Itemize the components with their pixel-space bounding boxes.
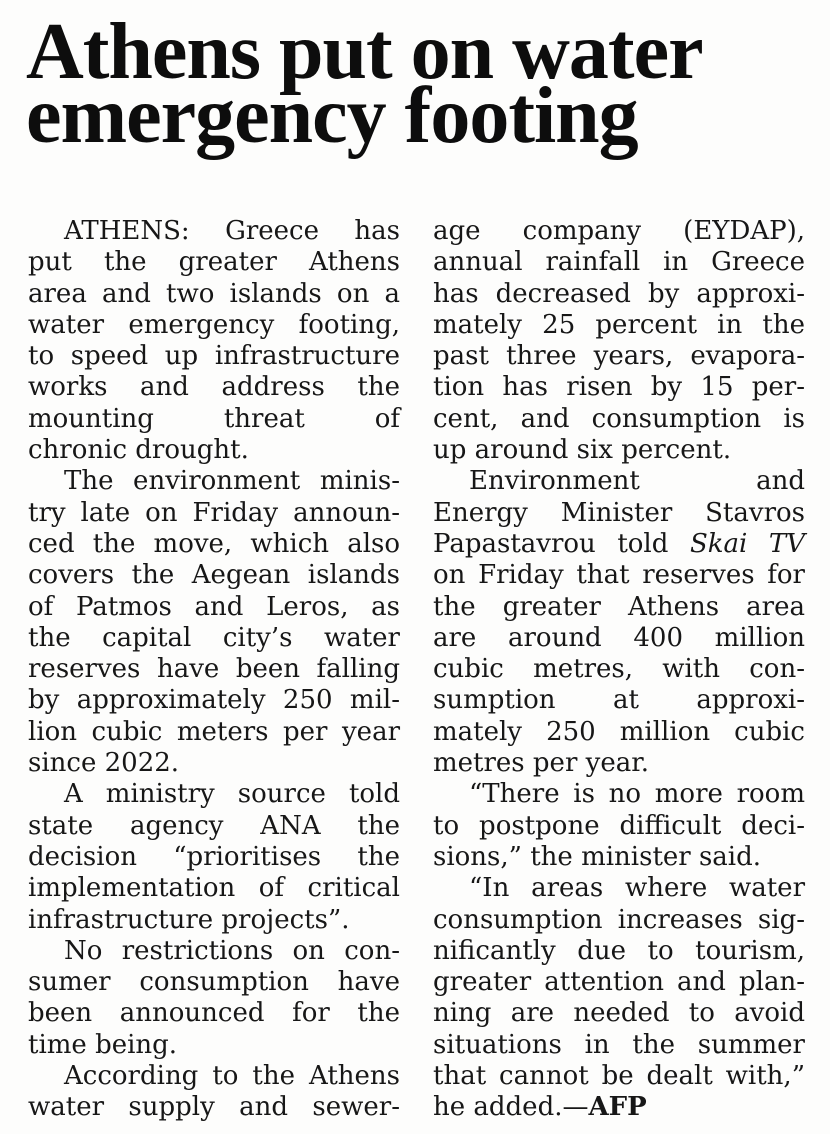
text-segment: mately 250 million cubic — [433, 716, 805, 747]
text-segment: Environment and — [469, 466, 805, 497]
text-line — [28, 404, 400, 435]
text-line — [433, 529, 805, 560]
text-segment: A ministry source told — [64, 779, 400, 810]
text-segment: No restrictions on con- — [64, 935, 400, 966]
text-segment: tion has risen by 15 per- — [433, 372, 805, 403]
text-segment: on Friday that reserves for — [433, 560, 805, 591]
text-line — [28, 247, 400, 278]
text-segment: ATHENS: Greece has — [64, 216, 400, 246]
text-line — [433, 998, 805, 1029]
text-line — [433, 685, 805, 716]
text-segment: past three years, evapora- — [433, 341, 805, 372]
text-line — [28, 216, 400, 247]
text-segment: mately 25 percent in the — [433, 309, 805, 340]
text-segment: are around 400 million — [433, 622, 805, 653]
text-line — [433, 905, 805, 936]
text-segment: lion cubic meters per year — [28, 716, 400, 747]
text-line — [28, 341, 400, 372]
text-line — [28, 529, 400, 560]
agency-credit: AFP — [588, 1092, 647, 1123]
headline-line-2: emergency footing — [26, 72, 638, 160]
text-segment: ning are needed to avoid — [433, 998, 805, 1029]
text-line — [28, 372, 400, 403]
article-column-left — [28, 216, 400, 1124]
text-line — [28, 592, 400, 623]
text-segment: Papastavrou told — [433, 528, 690, 559]
text-line — [433, 623, 805, 654]
text-line — [433, 811, 805, 842]
text-segment: The environment minis- — [64, 466, 400, 497]
text-line — [433, 310, 805, 341]
text-line — [433, 279, 805, 310]
text-line — [433, 216, 805, 247]
text-segment: reserves have been falling — [28, 654, 400, 685]
text-segment: since 2022. — [28, 748, 180, 779]
text-segment: area and two islands on a — [28, 278, 400, 309]
text-segment: time being. — [28, 1029, 178, 1060]
text-segment: the capital city’s water — [28, 622, 400, 653]
text-line — [433, 1061, 805, 1092]
text-segment: age company (EYDAP), — [433, 216, 805, 246]
text-line — [28, 873, 400, 904]
text-line — [28, 560, 400, 591]
text-line — [28, 936, 400, 967]
text-line — [28, 717, 400, 748]
text-segment: mounting threat of — [28, 403, 400, 434]
text-line — [28, 748, 400, 779]
headline-line-1: Athens put on water — [26, 8, 703, 96]
text-line — [433, 498, 805, 529]
text-line — [28, 1061, 400, 1092]
text-segment: sions,” the minister said. — [433, 841, 762, 872]
text-line — [28, 654, 400, 685]
text-segment: implementation of critical — [28, 873, 400, 904]
text-line — [433, 717, 805, 748]
text-segment: “In areas where water — [469, 873, 805, 904]
text-segment: greater attention and plan- — [433, 967, 805, 998]
text-line — [28, 279, 400, 310]
text-line — [433, 842, 805, 873]
text-line — [433, 466, 805, 497]
text-segment: to speed up infrastructure — [28, 341, 400, 372]
text-line — [28, 1092, 400, 1123]
text-segment: annual rainfall in Greece — [433, 247, 805, 278]
text-segment: has decreased by approxi- — [433, 278, 805, 309]
article-headline — [26, 8, 703, 160]
text-segment: water emergency footing, — [28, 309, 400, 340]
text-line — [433, 1092, 805, 1123]
text-line — [28, 1030, 400, 1061]
text-segment: nificantly due to tourism, — [433, 935, 805, 966]
text-line — [28, 623, 400, 654]
text-segment: put the greater Athens — [28, 247, 400, 278]
text-line — [433, 404, 805, 435]
text-line — [433, 592, 805, 623]
text-line — [433, 779, 805, 810]
text-line — [28, 310, 400, 341]
text-line — [433, 560, 805, 591]
text-segment: Energy Minister Stavros — [433, 497, 805, 528]
text-segment: sumption at approxi- — [433, 685, 805, 716]
italic-text: Skai TV — [689, 528, 806, 559]
text-segment: “There is no more room — [469, 779, 805, 810]
text-segment: consumption increases sig- — [433, 904, 805, 935]
text-line — [28, 842, 400, 873]
text-segment: cubic metres, with con- — [433, 654, 805, 685]
text-line — [433, 967, 805, 998]
text-segment: to postpone difficult deci- — [433, 810, 805, 841]
text-segment: sumer consumption have — [28, 967, 400, 998]
text-line — [28, 779, 400, 810]
text-line — [433, 748, 805, 779]
text-segment: infrastructure projects”. — [28, 904, 350, 935]
text-segment: state agency ANA the — [28, 810, 400, 841]
text-segment: situations in the summer — [433, 1029, 805, 1060]
text-line — [28, 967, 400, 998]
text-segment: metres per year. — [433, 748, 650, 779]
text-segment: According to the Athens — [64, 1061, 400, 1092]
text-line — [433, 936, 805, 967]
text-segment: of Patmos and Leros, as — [28, 591, 400, 622]
text-line — [28, 811, 400, 842]
text-line — [28, 466, 400, 497]
text-segment: covers the Aegean islands — [28, 560, 400, 591]
text-line — [28, 998, 400, 1029]
text-segment: been announced for the — [28, 998, 400, 1029]
article-column-right — [433, 216, 805, 1124]
text-line — [433, 247, 805, 278]
text-line — [28, 498, 400, 529]
text-segment: works and address the — [28, 372, 400, 403]
text-segment: that cannot be dealt with,” — [433, 1061, 805, 1092]
text-segment: up around six percent. — [433, 435, 732, 466]
text-segment: he added.— — [433, 1092, 589, 1123]
text-segment: by approximately 250 mil- — [28, 685, 400, 716]
text-line — [433, 873, 805, 904]
text-line — [433, 1030, 805, 1061]
text-segment: chronic drought. — [28, 435, 249, 466]
text-segment: the greater Athens area — [433, 591, 805, 622]
text-line — [433, 654, 805, 685]
text-segment: try late on Friday announ- — [28, 497, 400, 528]
text-line — [433, 341, 805, 372]
text-segment: decision “prioritises the — [28, 841, 400, 872]
text-line — [28, 685, 400, 716]
text-segment: water supply and sewer- — [28, 1092, 400, 1123]
text-line — [28, 905, 400, 936]
text-line — [433, 435, 805, 466]
text-line — [28, 435, 400, 466]
text-segment: ced the move, which also — [28, 528, 400, 559]
text-line — [433, 372, 805, 403]
text-segment: cent, and consumption is — [433, 403, 805, 434]
